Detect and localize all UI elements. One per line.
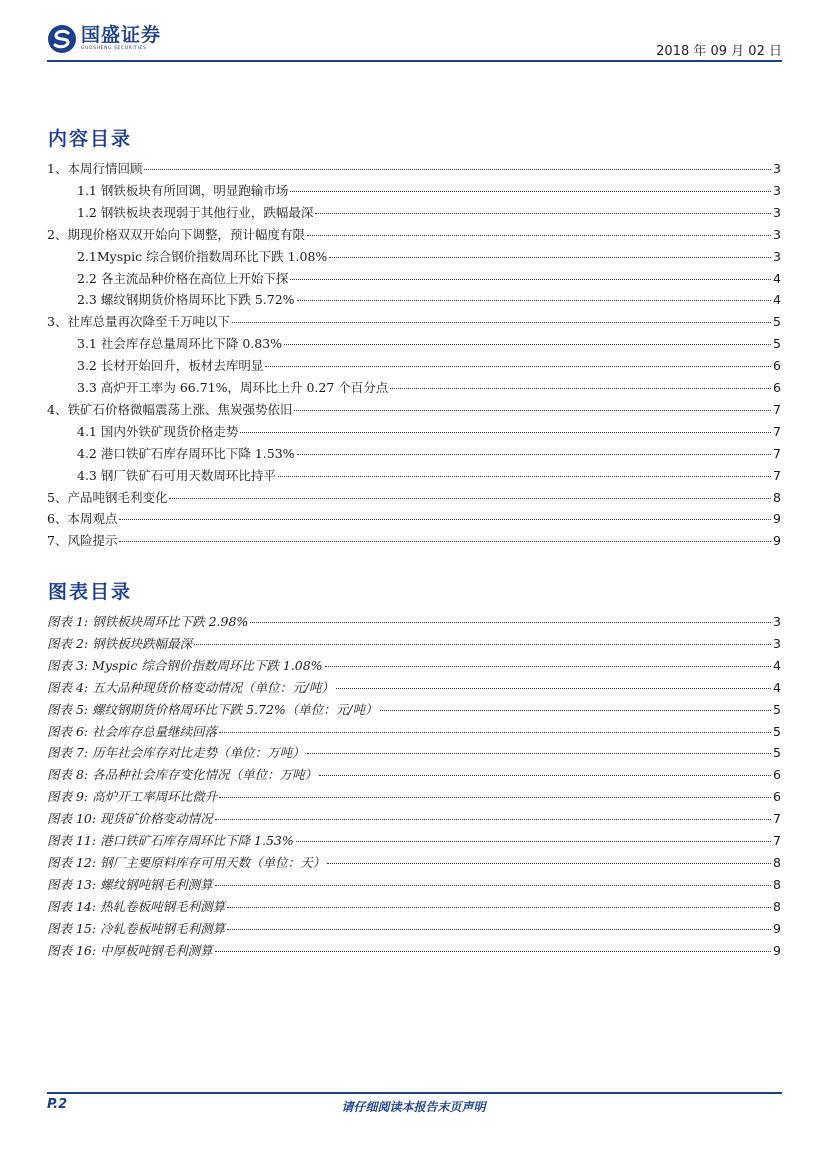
toc-entry-page: 4 bbox=[773, 270, 781, 286]
figure-entry[interactable] bbox=[47, 809, 781, 829]
toc-entry-label: 4、铁矿石价格微幅震荡上涨、焦炭强势依旧 bbox=[47, 401, 293, 417]
toc-entry-label: 5、产品吨钢毛利变化 bbox=[47, 489, 168, 505]
toc-entry-label: 4.3 钢厂铁矿石可用天数周环比持平 bbox=[77, 467, 276, 483]
toc-entry[interactable] bbox=[47, 466, 781, 486]
dot-leader bbox=[219, 732, 771, 733]
figure-entry[interactable] bbox=[47, 634, 781, 654]
figure-entry-label: 图表 16: 中厚板吨钢毛利测算 bbox=[47, 942, 213, 958]
figure-entry-page: 6 bbox=[773, 789, 781, 805]
toc-entry[interactable] bbox=[47, 356, 781, 376]
figure-entry-label: 图表 14: 热轧卷板吨钢毛利测算 bbox=[47, 898, 226, 914]
figure-entry-page: 4 bbox=[773, 679, 781, 695]
toc-entry[interactable] bbox=[47, 422, 781, 442]
figure-entry-label: 图表 7: 历年社会库存对比走势（单位：万吨） bbox=[47, 745, 305, 761]
dot-leader bbox=[290, 191, 771, 192]
figure-entry-label: 图表 1: 钢铁板块周环比下跌 2.98% bbox=[47, 614, 249, 629]
toc-entry[interactable] bbox=[47, 203, 781, 223]
toc-entry-page: 5 bbox=[773, 314, 781, 330]
page-header bbox=[47, 22, 782, 62]
dot-leader bbox=[227, 929, 771, 930]
toc-entry-page: 7 bbox=[773, 401, 781, 417]
dot-leader bbox=[265, 366, 771, 367]
toc-entry[interactable] bbox=[47, 312, 781, 332]
report-date: 2018 年 09 月 02 日 bbox=[656, 44, 782, 59]
dot-leader bbox=[119, 519, 771, 520]
dot-leader bbox=[329, 257, 771, 258]
dot-leader bbox=[336, 688, 771, 689]
figure-entry-page: 5 bbox=[773, 723, 781, 739]
figure-entry[interactable] bbox=[47, 875, 781, 895]
toc-entry-label: 6、本周观点 bbox=[47, 511, 118, 527]
figure-entry-page: 3 bbox=[773, 635, 781, 651]
dot-leader bbox=[327, 863, 771, 864]
dot-leader bbox=[227, 907, 771, 908]
figure-entry[interactable] bbox=[47, 743, 781, 763]
toc-entry[interactable] bbox=[47, 269, 781, 289]
figure-entry[interactable] bbox=[47, 700, 781, 720]
figure-entry-label: 图表 10: 现货矿价格变动情况 bbox=[47, 811, 213, 827]
toc-entry-page: 4 bbox=[773, 292, 781, 308]
toc-entry[interactable] bbox=[47, 247, 781, 267]
figure-entry-page: 7 bbox=[773, 811, 781, 827]
figure-entry[interactable] bbox=[47, 656, 781, 676]
toc-entry-page: 3 bbox=[773, 204, 781, 220]
toc-entry-page: 7 bbox=[773, 423, 781, 439]
figure-entry-page: 5 bbox=[773, 701, 781, 717]
dot-leader bbox=[240, 432, 771, 433]
dot-leader bbox=[290, 279, 771, 280]
toc-entry[interactable] bbox=[47, 400, 781, 420]
figure-entry-page: 9 bbox=[773, 920, 781, 936]
figure-entry-label: 图表 8: 各品种社会库存变化情况（单位：万吨） bbox=[47, 767, 318, 783]
toc-entry-page: 3 bbox=[773, 248, 781, 264]
dot-leader bbox=[307, 235, 771, 236]
figure-entry-label: 图表 2: 钢铁板块跌幅最深 bbox=[47, 635, 193, 651]
figure-entry-label: 图表 15: 冷轧卷板吨钢毛利测算 bbox=[47, 920, 226, 936]
toc-entry-page: 5 bbox=[773, 336, 781, 352]
dot-leader bbox=[307, 753, 771, 754]
toc-entry[interactable] bbox=[47, 488, 781, 508]
dot-leader bbox=[169, 498, 771, 499]
dot-leader bbox=[297, 300, 772, 301]
dot-leader bbox=[194, 644, 771, 645]
brand-name-en: GUOSHENG SECURITIES bbox=[81, 46, 147, 51]
toc-entry-label: 2、期现价格双双开始向下调整，预计幅度有限 bbox=[47, 226, 305, 242]
brand-name-cn: 国盛证券 bbox=[81, 24, 162, 46]
dot-leader bbox=[319, 775, 771, 776]
dot-leader bbox=[296, 841, 771, 842]
toc-entry-page: 9 bbox=[773, 511, 781, 527]
toc-entry[interactable] bbox=[47, 444, 781, 464]
header-divider bbox=[47, 60, 782, 62]
toc-entry-label: 1.1 钢铁板块有所回调，明显跑输市场 bbox=[77, 182, 289, 198]
figure-entry-page: 6 bbox=[773, 767, 781, 783]
toc-entry-label: 3.2 长材开始回升，板材去库明显 bbox=[77, 358, 264, 374]
figure-entry-page: 8 bbox=[773, 876, 781, 892]
toc-entry-page: 7 bbox=[773, 467, 781, 483]
toc-entry-page: 7 bbox=[773, 445, 781, 461]
figure-entry[interactable] bbox=[47, 722, 781, 742]
figure-entry-page: 8 bbox=[773, 898, 781, 914]
disclaimer-notice: 请仔细阅读本报告末页声明 bbox=[341, 1100, 486, 1114]
toc-entry-label: 3.1 社会库存总量周环比下降 0.83% bbox=[77, 336, 283, 352]
toc-entry-label: 3、社库总量再次降至千万吨以下 bbox=[47, 314, 230, 330]
figure-entry[interactable] bbox=[47, 765, 781, 785]
figure-entry-label: 图表 6: 社会库存总量继续回落 bbox=[47, 723, 218, 739]
figure-entry-label: 图表 3: Myspic 综合钢价指数周环比下跌 1.08% bbox=[47, 657, 323, 673]
toc-entry[interactable] bbox=[47, 290, 781, 310]
toc-entry-label: 1.2 钢铁板块表现弱于其他行业，跌幅最深 bbox=[77, 204, 314, 220]
toc-entry[interactable] bbox=[47, 181, 781, 201]
dot-leader bbox=[294, 410, 771, 411]
toc-entry-page: 3 bbox=[773, 226, 781, 242]
figure-entry-label: 图表 5: 螺纹钢期货价格周环比下跌 5.72%（单位：元/吨） bbox=[47, 701, 378, 717]
toc-entry[interactable] bbox=[47, 378, 781, 398]
figure-entry-label: 图表 4: 五大品种现货价格变动情况（单位：元/吨） bbox=[47, 679, 334, 695]
dot-leader bbox=[278, 476, 771, 477]
toc-entry-page: 3 bbox=[773, 182, 781, 198]
toc-entry[interactable] bbox=[47, 531, 781, 551]
figure-entry-page: 8 bbox=[773, 854, 781, 870]
dot-leader bbox=[119, 541, 771, 542]
dot-leader bbox=[297, 454, 772, 455]
figure-entry[interactable] bbox=[47, 612, 781, 632]
figure-entry-page: 3 bbox=[773, 614, 781, 629]
figure-entry-page: 9 bbox=[773, 942, 781, 958]
dot-leader bbox=[232, 322, 771, 323]
figure-entry[interactable] bbox=[47, 941, 781, 961]
toc-entry-label: 4.1 国内外铁矿现货价格走势 bbox=[77, 423, 239, 439]
toc-entry[interactable] bbox=[47, 159, 781, 179]
dot-leader bbox=[219, 797, 771, 798]
figure-entry-label: 图表 11: 港口铁矿石库存周环比下降 1.53% bbox=[47, 833, 294, 848]
dot-leader bbox=[144, 169, 771, 170]
figure-entry[interactable] bbox=[47, 897, 781, 917]
toc-entry-label: 4.2 港口铁矿石库存周环比下降 1.53% bbox=[77, 445, 295, 461]
toc-entry-page: 6 bbox=[773, 380, 781, 395]
figure-entry-label: 图表 12: 钢厂主要原料库存可用天数（单位：天） bbox=[47, 854, 326, 870]
figure-entry[interactable] bbox=[47, 678, 781, 698]
toc-title: 内容目录 bbox=[48, 128, 133, 150]
toc-entry-label: 2.3 螺纹钢期货价格周环比下跌 5.72% bbox=[77, 292, 295, 308]
figure-entry[interactable] bbox=[47, 831, 781, 851]
logo-icon bbox=[47, 24, 77, 54]
figure-entry[interactable] bbox=[47, 853, 781, 873]
toc-entry-label: 2.2 各主流品种价格在高位上开始下探 bbox=[77, 270, 289, 286]
toc-entry[interactable] bbox=[47, 509, 781, 529]
dot-leader bbox=[390, 388, 771, 389]
page-number: P.2 bbox=[47, 1097, 68, 1112]
figure-entry-page: 7 bbox=[773, 833, 781, 848]
dot-leader bbox=[325, 666, 772, 667]
toc-entry-label: 7、风险提示 bbox=[47, 533, 118, 549]
footer-divider bbox=[47, 1092, 782, 1094]
toc-entry-page: 9 bbox=[773, 533, 781, 549]
brand-logo bbox=[47, 24, 161, 54]
figure-entry[interactable] bbox=[47, 787, 781, 807]
toc-entry-page: 6 bbox=[773, 358, 781, 374]
figure-entry-page: 4 bbox=[773, 657, 781, 673]
dot-leader bbox=[380, 710, 772, 711]
dot-leader bbox=[284, 344, 771, 345]
toc-entry-label: 3.3 高炉开工率为 66.71%，周环比上升 0.27 个百分点 bbox=[77, 380, 389, 395]
toc-entry-page: 8 bbox=[773, 489, 781, 505]
toc-entry-label: 2.1Myspic 综合钢价指数周环比下跌 1.08% bbox=[77, 248, 328, 264]
figure-entry-label: 图表 13: 螺纹钢吨钢毛利测算 bbox=[47, 876, 213, 892]
dot-leader bbox=[215, 819, 771, 820]
toc-entry-label: 1、本周行情回顾 bbox=[47, 161, 143, 176]
toc-entry-page: 3 bbox=[773, 161, 781, 176]
figure-entry[interactable] bbox=[47, 919, 781, 939]
dot-leader bbox=[315, 213, 771, 214]
dot-leader bbox=[215, 951, 771, 952]
dot-leader bbox=[250, 622, 771, 623]
figure-entry-page: 5 bbox=[773, 745, 781, 761]
toc-entry[interactable] bbox=[47, 334, 781, 354]
figure-entry-label: 图表 9: 高炉开工率周环比微升 bbox=[47, 789, 218, 805]
figure-list-title: 图表目录 bbox=[48, 581, 133, 603]
dot-leader bbox=[215, 885, 771, 886]
toc-entry[interactable] bbox=[47, 225, 781, 245]
